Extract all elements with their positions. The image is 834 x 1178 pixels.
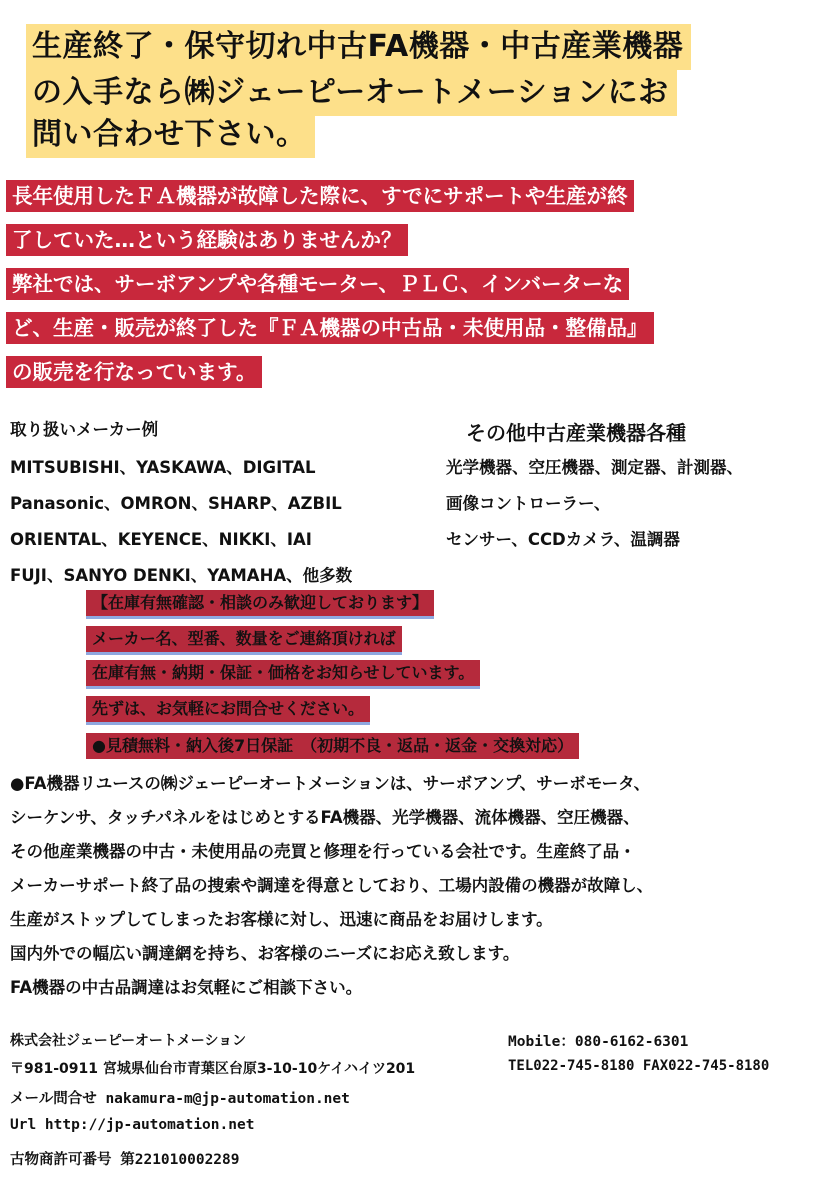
makers-line-1: MITSUBISHI、YASKAWA、DIGITAL <box>10 458 316 477</box>
intro-line-3: 弊社では、サーボアンプや各種モーター、ＰＬＣ、インバーターな <box>6 268 629 300</box>
title-line-2: の入手なら㈱ジェーピーオートメーションにお <box>26 70 677 116</box>
company-address: 〒981-0911 宮城県仙台市青葉区台原3-10-10ケイハイツ201 <box>10 1061 416 1077</box>
intro-line-2: 了していた…という経験はありませんか？ <box>6 224 408 256</box>
desc-line-6: 国内外での幅広い調達網を持ち、お客様のニーズにお応え致します。 <box>10 944 520 963</box>
mobile-number: Mobile：080-6162-6301 <box>508 1034 689 1050</box>
intro-line-4: ど、生産・販売が終了した『ＦＡ機器の中古品・未使用品・整備品』 <box>6 312 654 344</box>
makers-line-2: Panasonic、OMRON、SHARP、AZBIL <box>10 494 342 513</box>
title-line-1: 生産終了・保守切れ中古FA機器・中古産業機器 <box>26 24 691 70</box>
other-line-3: センサー、CCDカメラ、温調器 <box>446 530 680 549</box>
other-heading: その他中古産業機器各種 <box>466 421 686 445</box>
notice-line-2: メーカー名、型番、数量をご連絡頂ければ <box>86 626 402 652</box>
notice-line-3: 在庫有無・納期・保証・価格をお知らせしています。 <box>86 660 480 686</box>
website-url[interactable]: Url http://jp-automation.net <box>10 1117 255 1133</box>
contact-email[interactable]: メール問合せ nakamura-m@jp-automation.net <box>10 1091 350 1107</box>
makers-heading: 取り扱いメーカー例 <box>10 420 159 439</box>
desc-line-7: FA機器の中古品調達はお気軽にご相談下さい。 <box>10 978 363 997</box>
desc-line-2: シーケンサ、タッチパネルをはじめとするFA機器、光学機器、流体機器、空圧機器、 <box>10 808 640 827</box>
desc-line-3: その他産業機器の中古・未使用品の売買と修理を行っている会社です。生産終了品・ <box>10 842 636 861</box>
desc-line-4: メーカーサポート終了品の捜索や調達を得意としており、工場内設備の機器が故障し、 <box>10 876 654 895</box>
tel-fax: TEL022-745-8180 FAX022-745-8180 <box>508 1058 770 1074</box>
makers-line-4: FUJI、SANYO DENKI、YAMAHA、他多数 <box>10 566 353 585</box>
notice-line-5: ●見積無料・納入後7日保証 （初期不良・返品・返金・交換対応） <box>86 733 579 759</box>
intro-line-1: 長年使用したＦＡ機器が故障した際に、すでにサポートや生産が終 <box>6 180 634 212</box>
company-name: 株式会社ジェーピーオートメーション <box>10 1033 247 1049</box>
title-line-3: 問い合わせ下さい。 <box>26 112 315 158</box>
intro-line-5: の販売を行なっています。 <box>6 356 262 388</box>
desc-line-1: ●FA機器リユースの㈱ジェーピーオートメーションは、サーボアンプ、サーボモータ、 <box>10 774 651 793</box>
other-line-2: 画像コントローラー、 <box>446 494 611 513</box>
desc-line-5: 生産がストップしてしまったお客様に対し、迅速に商品をお届けします。 <box>10 910 553 929</box>
notice-line-4: 先ずは、お気軽にお問合せください。 <box>86 696 370 722</box>
notice-line-1: 【在庫有無確認・相談のみ歓迎しております】 <box>86 590 434 616</box>
makers-line-3: ORIENTAL、KEYENCE、NIKKI、IAI <box>10 530 312 549</box>
license-number: 古物商許可番号 第221010002289 <box>10 1152 240 1168</box>
other-line-1: 光学機器、空圧機器、測定器、計測器、 <box>446 458 743 477</box>
